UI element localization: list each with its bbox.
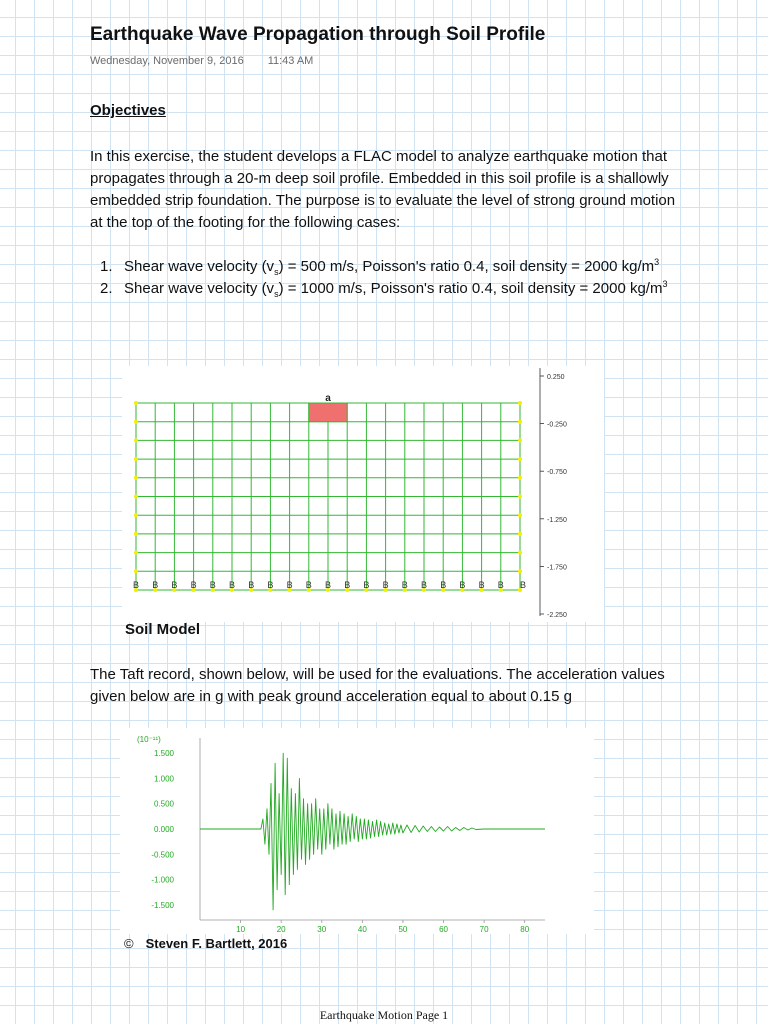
case-number: 1.	[100, 258, 113, 275]
boundary-b-label: B	[401, 580, 408, 590]
chart-y-tick-label: -0.500	[151, 850, 174, 860]
chart-x-tick-label: 80	[520, 925, 530, 934]
model-axis-label: 0.250	[547, 374, 565, 381]
boundary-b-label: B	[325, 580, 332, 590]
boundary-node	[134, 551, 138, 555]
chart-y-tick-label: -1.000	[151, 875, 174, 885]
soil-model-figure	[122, 366, 604, 622]
chart-y-tick-label: 1.500	[153, 749, 174, 759]
note-time: 11:43 AM	[267, 55, 314, 67]
model-axis-label: -1.750	[547, 564, 567, 572]
model-axis-label: -1.250	[547, 516, 567, 524]
chart-x-tick-label: 20	[276, 925, 286, 934]
acceleration-chart-svg	[120, 728, 594, 934]
boundary-b-label: B	[421, 580, 428, 590]
boundary-node	[518, 438, 522, 442]
boundary-b-label: B	[305, 580, 312, 590]
soil-model-mesh	[122, 366, 604, 622]
boundary-node	[134, 532, 138, 536]
boundary-node	[134, 457, 138, 461]
boundary-b-label: B	[190, 580, 197, 590]
boundary-node	[134, 438, 138, 442]
boundary-node	[134, 495, 138, 499]
boundary-b-label: B	[478, 580, 485, 590]
boundary-b-label: B	[152, 580, 159, 590]
boundary-node	[518, 476, 522, 480]
copyright-symbol: ©	[124, 936, 134, 951]
boundary-node	[518, 569, 522, 573]
boundary-b-label: B	[382, 580, 389, 590]
objectives-heading: Objectives	[90, 102, 166, 119]
boundary-node	[134, 420, 138, 424]
page-title: Earthquake Wave Propagation through Soil Profile	[90, 24, 546, 45]
boundary-node	[134, 513, 138, 517]
boundary-b-label: B	[248, 580, 255, 590]
boundary-b-label: B	[229, 580, 236, 590]
model-axis-label: -0.250	[547, 421, 567, 429]
acceleration-series-line	[200, 753, 545, 910]
chart-y-tick-label: 1.000	[153, 774, 174, 784]
boundary-b-label: B	[344, 580, 351, 590]
boundary-b-label: B	[440, 580, 447, 590]
case-item: 2. Shear wave velocity $(v_s) = 1000$ m/s, Poisson's ratio 0.4, soil density = 2000 $kg/m^3$	[100, 279, 668, 299]
boundary-node	[134, 476, 138, 480]
chart-y-tick-label: 0.000	[153, 825, 174, 834]
chart-y-tick-label: -1.500	[151, 900, 174, 910]
boundary-b-label: B	[209, 580, 216, 590]
chart-x-tick-label: 30	[317, 925, 327, 934]
copyright-line	[124, 936, 287, 951]
cases-list	[100, 256, 690, 300]
boundary-node	[518, 420, 522, 424]
note-date: Wednesday, November 9, 2016	[90, 55, 244, 67]
boundary-node	[518, 532, 522, 536]
boundary-b-label: B	[520, 580, 527, 590]
case-item: 1. Shear wave velocity $(v_s) = 500$ m/s, Poisson's ratio 0.4, soil density = 2000 $kg/m^3$	[100, 257, 660, 277]
chart-x-tick-label: 40	[357, 925, 367, 934]
case-number: 2.	[100, 280, 113, 297]
boundary-node	[518, 495, 522, 499]
chart-x-tick-label: 50	[398, 925, 408, 934]
copyright-author: Steven F. Bartlett, 2016	[145, 936, 288, 951]
footing-block	[309, 403, 347, 422]
chart-y-unit-label: (10⁻¹¹)	[137, 735, 161, 744]
model-axis-label: -2.250	[547, 612, 567, 619]
note-dateline	[90, 55, 313, 67]
boundary-node	[134, 569, 138, 573]
chart-x-tick-label: 60	[439, 925, 448, 934]
chart-x-tick-label: 70	[479, 925, 489, 934]
boundary-b-label: B	[363, 580, 370, 590]
page-footer: Earthquake Motion Page 1	[319, 1008, 449, 1022]
boundary-node	[518, 513, 522, 517]
chart-x-tick-label: 10	[236, 925, 246, 934]
boundary-node	[518, 551, 522, 555]
taft-record-paragraph: The Taft record, shown below, will be used for the evaluations. The acceleration values given below are in g with peak ground acceleration equal to about 0.15 g	[90, 666, 665, 705]
intro-paragraph: In this exercise, the student develops a FLAC model to analyze earthquake motion that propagates through a 20-m deep soil profile. Embedded in this soil profile is a shallowly embedded strip foundation. The purpose is to evaluate the level of strong ground motion at the top of the footing for the following cases:	[90, 148, 676, 231]
acceleration-chart	[120, 728, 594, 934]
chart-y-tick-label: 0.500	[153, 799, 174, 809]
boundary-b-label: B	[133, 580, 140, 590]
soil-model-caption: Soil Model	[125, 621, 200, 638]
boundary-b-label: B	[171, 580, 178, 590]
boundary-node	[134, 401, 138, 405]
boundary-b-label: B	[286, 580, 293, 590]
boundary-b-label: B	[267, 580, 274, 590]
boundary-b-label: B	[459, 580, 466, 590]
boundary-node	[518, 401, 522, 405]
boundary-b-label: B	[497, 580, 504, 590]
footing-label: a	[325, 393, 331, 404]
model-axis-label: -0.750	[547, 469, 567, 477]
boundary-node	[518, 457, 522, 461]
